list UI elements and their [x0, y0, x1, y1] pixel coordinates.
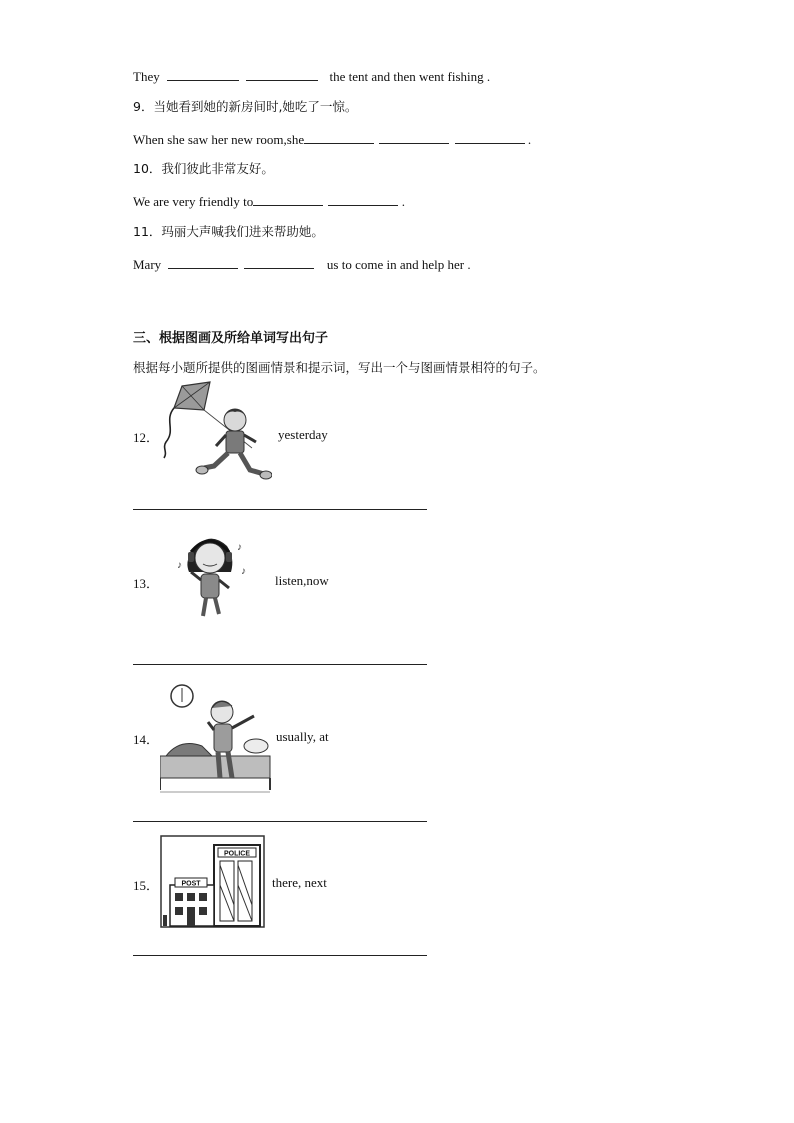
item-12-number: 12．	[133, 430, 160, 445]
girl-headphones-music-icon	[175, 528, 255, 622]
item-14-number: 14．	[133, 732, 160, 747]
item-14-hint: usually, at	[276, 729, 329, 744]
q10-before: We are very friendly to	[133, 194, 254, 209]
item-13-number: 13．	[133, 576, 160, 591]
boy-flying-kite-icon	[160, 380, 272, 482]
item-13-hint: listen,now	[275, 573, 329, 588]
q11-blank-2[interactable]	[244, 256, 314, 269]
q9-blank-2[interactable]	[379, 131, 449, 144]
q8-blank-1[interactable]	[167, 68, 239, 81]
post-sign: POST	[181, 880, 201, 888]
item-12-hint: yesterday	[278, 427, 328, 442]
q9-sentence	[133, 131, 531, 148]
svg-text:♪: ♪	[241, 566, 246, 577]
q10-blank-2[interactable]	[328, 193, 398, 206]
item-12-answer-line[interactable]	[133, 509, 427, 510]
q11-blank-1[interactable]	[168, 256, 238, 269]
q11-sentence	[133, 256, 471, 273]
section-heading: 三、根据图画及所给单词写出句子	[133, 331, 329, 346]
q8-after: the tent and then went fishing .	[329, 69, 491, 84]
boy-waking-up-bed-clock-icon	[160, 682, 272, 794]
item-13-answer-line[interactable]	[133, 664, 427, 665]
svg-text:♪: ♪	[177, 560, 182, 571]
q11-chinese: 11．玛丽大声喊我们进来帮助她。	[133, 224, 324, 239]
q9-blank-1[interactable]	[304, 131, 374, 144]
item-15-answer-line[interactable]	[133, 955, 427, 956]
q9-after: .	[527, 132, 532, 147]
q10-chinese: 10．我们彼此非常友好。	[133, 161, 274, 176]
q11-after: us to come in and help her .	[326, 257, 471, 272]
q8-before: They	[133, 69, 160, 84]
post-office-police-station-icon	[160, 835, 265, 928]
svg-text:♪: ♪	[237, 542, 242, 553]
item-14-answer-line[interactable]	[133, 821, 427, 822]
q10-sentence	[133, 193, 405, 210]
q9-blank-3[interactable]	[455, 131, 525, 144]
section-instruction: 根据每小题所提供的图画情景和提示词，写出一个与图画情景相符的句子。	[133, 360, 546, 375]
q8-sentence	[133, 68, 490, 85]
q9-before: When she saw her new room,she	[133, 132, 305, 147]
item-15-number: 15．	[133, 878, 160, 893]
item-15-hint: there, next	[272, 875, 327, 890]
q9-chinese: 9．当她看到她的新房间时,她吃了一惊。	[133, 99, 358, 114]
q10-blank-1[interactable]	[253, 193, 323, 206]
police-sign: POLICE	[223, 850, 251, 858]
q10-after: .	[401, 194, 405, 209]
q11-before: Mary	[133, 257, 162, 272]
q8-blank-2[interactable]	[246, 68, 318, 81]
